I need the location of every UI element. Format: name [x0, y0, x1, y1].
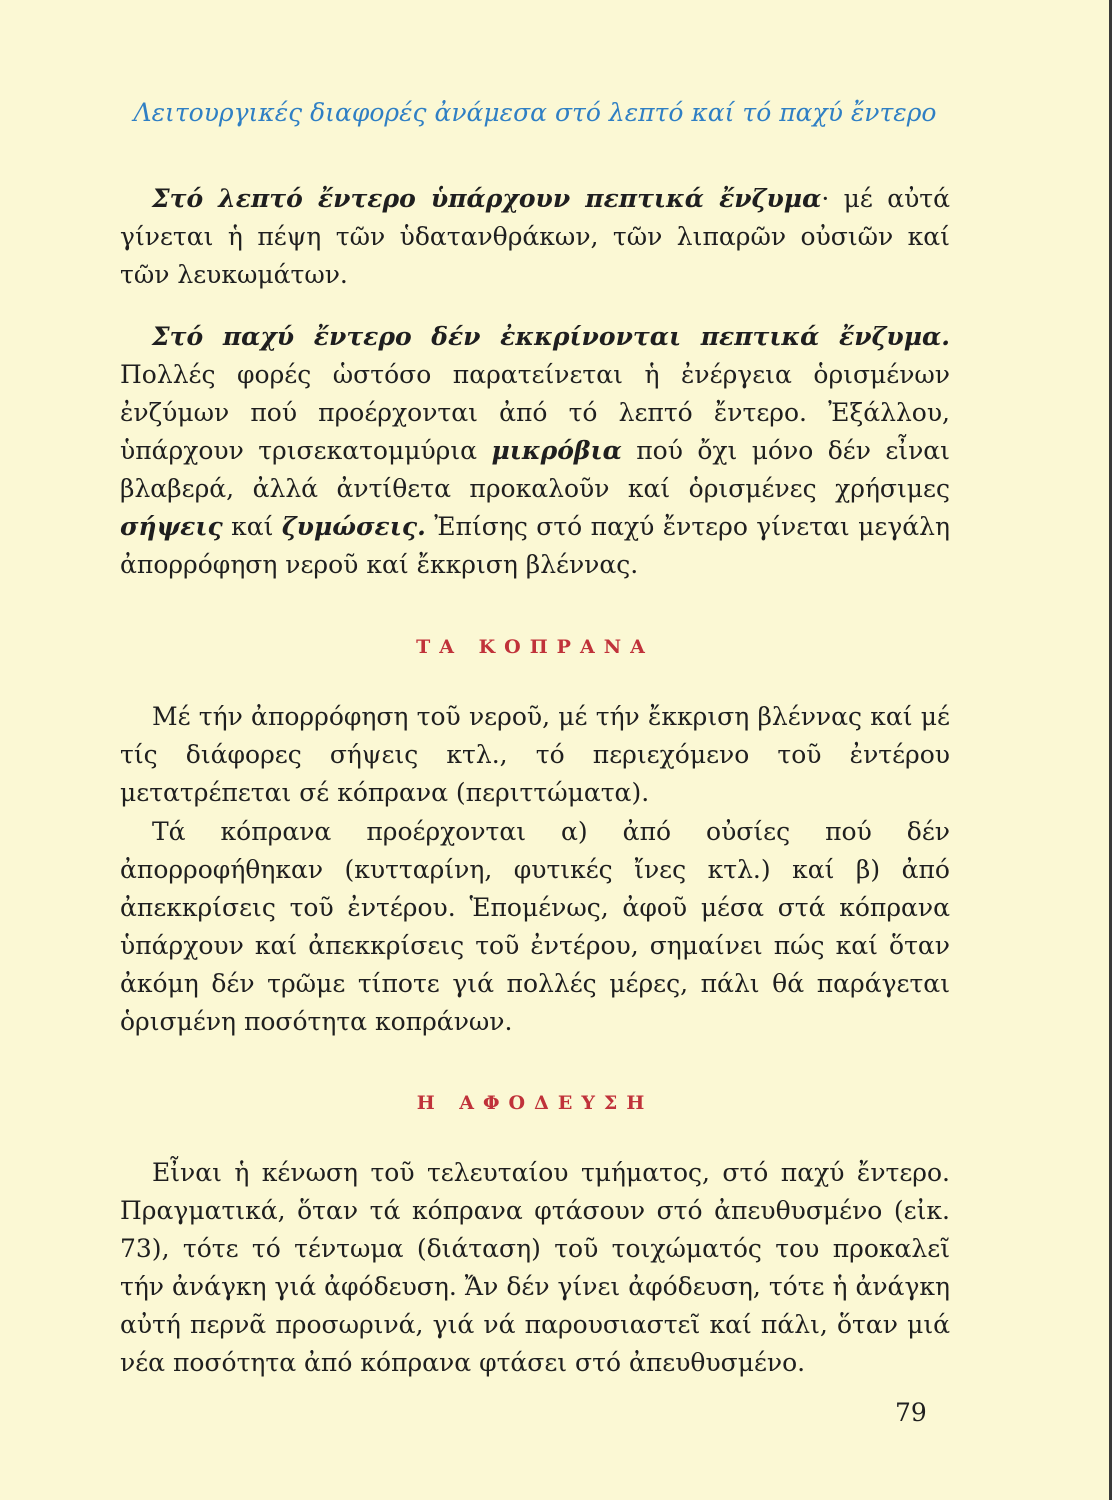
- paragraph-small-intestine: [120, 180, 950, 294]
- heading-defecation: Η ΑΦΟΔΕΥΣΗ: [416, 1092, 654, 1114]
- paragraph-defecation: [120, 1154, 950, 1382]
- paragraph-text: Πολλές φορές ὡστόσο παρατείνεται ἡ ἐνέργεια ὁρισμένων ἐνζύμων πού προέρχονται ἀπό τό λεπτό ἔντερο. Ἐξάλλου, ὑπάρχουν τρισεκατομμύρια: [120, 360, 950, 465]
- bold-phrase: Στό παχύ ἔντερο δέν ἐκκρίνονται πεπτικά ἔνζυμα.: [152, 322, 950, 351]
- paragraph-text: Τά κόπρανα προέρχονται α) ἀπό οὐσίες πού δέν ἀπορροφήθηκαν (κυτταρίνη, φυτικές ἴνες κτλ.) καί β) ἀπό ἀπεκκρίσεις τοῦ ἐντέρου. Ἑπομένως, ἀφοῦ μέσα στά κόπρανα ὑπάρχουν καί ἀπεκκρίσεις τοῦ ἐντέρου, σημαίνει πώς καί ὅταν ἀκόμη δέν τρῶμε τίποτε γιά πολλές μέρες, πάλι θά παράγεται ὁρισμένη ποσότητα κοπράνων.: [120, 817, 950, 1036]
- paragraph-text: πού ὄχι μόνο δέν εἶναι βλαβερά, ἀλλά ἀντίθετα προκαλοῦν καί ὁρισμένες χρήσιμες: [120, 436, 950, 503]
- paragraph-text: Εἶναι ἡ κένωση τοῦ τελευταίου τμήματος, στό παχύ ἔντερο. Πραγματικά, ὅταν τά κόπρανα φτάσουν στό ἀπευθυσμένο (εἰκ. 73), τότε τό τέντωμα (διάταση) τοῦ τοιχώματός του προκαλεῖ τήν ἀνάγκη γιά ἀφόδευση. Ἄν δέν γίνει ἀφόδευση, τότε ἡ ἀνάγκη αὐτή περνᾶ προσωρινά, γιά νά παρουσιαστεῖ καί πάλι, ὅταν μιά νέα ποσότητα ἀπό κόπρανα φτάσει στό ἀπευθυσμένο.: [120, 1158, 950, 1377]
- bold-phrase: Στό λεπτό ἔντερο ὑπάρχουν πεπτικά ἔνζυμα: [152, 184, 822, 213]
- paragraph-text: Μέ τήν ἀπορρόφηση τοῦ νεροῦ, μέ τήν ἔκκριση βλέννας καί μέ τίς διάφορες σήψεις κτλ., τό περιεχόμενο τοῦ ἐντέρου μετατρέπεται σέ κόπρανα (περιττώματα).: [120, 702, 950, 807]
- section-subtitle: Λειτουργικές διαφορές ἀνάμεσα στό λεπτό καί τό παχύ ἔντερο: [133, 98, 937, 127]
- paragraph-text: καί: [222, 512, 282, 541]
- paragraph-text: Ἐπίσης στό παχύ ἔντερο γίνεται μεγάλη ἀπορρόφηση νεροῦ καί ἔκκριση βλέννας.: [120, 512, 950, 579]
- bold-term-fermentation: ζυμώσεις.: [281, 512, 426, 541]
- paragraph-large-intestine: [120, 318, 950, 584]
- bold-term-putrefaction: σήψεις: [120, 512, 223, 541]
- heading-feces: ΤΑ ΚΟΠΡΑΝΑ: [416, 636, 654, 658]
- paragraph-feces-formation: [120, 698, 950, 812]
- bold-term-microbes: μικρόβια: [491, 436, 622, 465]
- page-number: 79: [895, 1398, 927, 1427]
- paragraph-text: · μέ αὐτά γίνεται ἡ πέψη τῶν ὑδατανθράκων, τῶν λιπαρῶν οὐσιῶν καί τῶν λευκωμάτων.: [120, 184, 950, 289]
- paragraph-feces-origin: [120, 813, 950, 1041]
